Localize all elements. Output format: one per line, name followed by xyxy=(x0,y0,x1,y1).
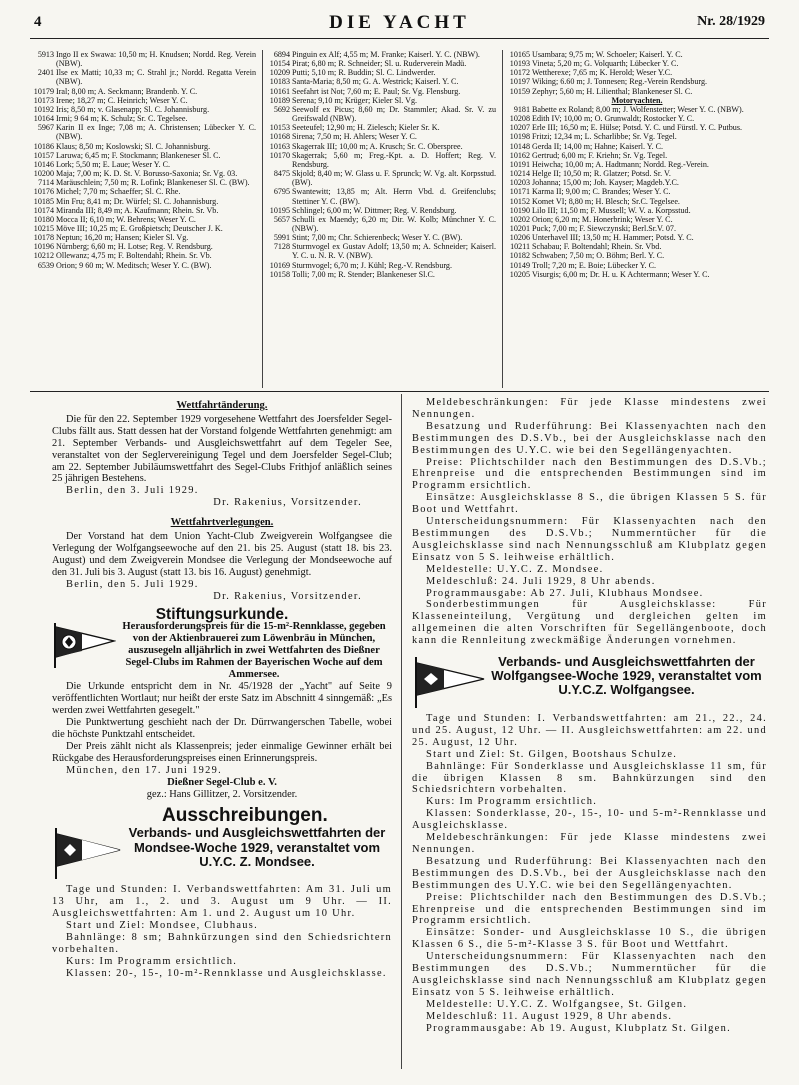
register-number: 10164 xyxy=(33,114,54,124)
paragraph: Kurs: Im Programm ersichtlich. xyxy=(66,955,238,967)
register-text: Heiwcha; 10,00 m; A. Hadtmann; Nordd. Reg.-Verein. xyxy=(532,159,709,169)
register-number: 10211 xyxy=(510,242,530,252)
register-number: 10209 xyxy=(269,68,290,78)
register-entry xyxy=(506,215,768,224)
register-number: 10197 xyxy=(509,77,530,87)
register-text: Swantewitt; 13,85 m; Alt. Herrn Vbd. d. Greifenclubs; Stettiner Y. C. (BW). xyxy=(292,187,496,206)
register-number: 10158 xyxy=(269,269,290,279)
register-entry xyxy=(30,68,256,86)
register-text: Orion; 9 60 m; W. Meditsch; Weser Y. C. (BW). xyxy=(56,260,212,270)
register-text: Lilo III; 11,50 m; F. Mussell; W. V. a. Korpsstud. xyxy=(532,205,691,215)
section-heading: Verbands- und Ausgleichswettfahrten der Wolfgangsee-Woche 1929, veranstaltet vom U.Y.C.Z. Wolfgangsee. xyxy=(491,654,762,698)
register-text: Johanna; 15,00 m; Joh. Kayser; Magdeb.Y.C. xyxy=(532,178,679,188)
register-text: Tolli; 7,00 m; R. Stender; Blankeneser Sl.C. xyxy=(292,269,435,279)
register-text: Orion; 6,20 m; M. Honerbrink; Weser Y. C. xyxy=(532,214,673,224)
register-entry xyxy=(30,224,256,233)
register-number: 10208 xyxy=(509,114,530,124)
register-text: Karin II ex Inge; 7,08 m; A. Christensen; Lübecker Y. C. (NBW). xyxy=(56,123,256,142)
paragraph: Start und Ziel: Mondsee, Clubhaus. xyxy=(66,920,258,932)
register-entry xyxy=(30,251,256,260)
register-entry xyxy=(266,151,496,169)
register-text: Santa-Maria; 8,50 m; G. A. Westrick; Kaiserl. Y. C. xyxy=(292,77,459,87)
register-number: 10154 xyxy=(269,59,290,69)
register-number: 5913 xyxy=(37,50,54,59)
register-text: Zephyr; 5,60 m; H. Lilienthal; Blankeneser Sl. C. xyxy=(532,86,693,96)
register-number: 10182 xyxy=(509,251,530,261)
register-entry xyxy=(266,59,496,68)
register-entry xyxy=(506,59,768,68)
paragraph: Kurs: Im Programm ersichtlich. xyxy=(426,796,598,808)
register-number: 10168 xyxy=(269,132,290,142)
register-entry xyxy=(30,105,256,114)
register-entry xyxy=(506,197,768,206)
register-number: 10165 xyxy=(509,50,530,59)
paragraph: Meldestelle: U.Y.C. Z. Wolfgangsee, St. Gilgen. xyxy=(426,998,688,1010)
club-name: Dießner Segel-Club e. V. xyxy=(167,776,277,788)
pennant-flag-icon xyxy=(52,826,122,880)
paragraph: Tage und Stunden: I. Verbandswettfahrten: Am 31. Juli um 13 Uhr, am 1., 2. und 3. August um 9 Uhr. — II. Ausgleichswettfahrten: Am 1. und 2. August um 10 Uhr. xyxy=(52,884,392,920)
register-text: Michel; 7,70 m; Schaeffer; Sl. C. Rhe. xyxy=(56,187,181,197)
register-number: 5991 xyxy=(273,233,290,243)
paragraph: Preise: Plichtschilder nach den Bestimmungen des D.S.Vb.; Ehrenpreise und die entsprechenden Bestimmungen sind im Programm ersichtlich. xyxy=(412,891,767,927)
register-number: 10170 xyxy=(269,150,290,160)
register-text: Neptun; 16,20 m; Hansen; Kieler Sl. Vg. xyxy=(56,233,189,243)
register-bottom-rule xyxy=(30,391,769,392)
register-entry xyxy=(506,132,768,141)
register-entry xyxy=(266,77,496,86)
register-number: 10148 xyxy=(509,141,530,151)
paragraph: Unterscheidungsnummern: Für Klassenyachten nach den Bestimmungen des D.S.Vb.; Nummerntücher für die Ausgleichsklasse sind nach Nennungsschluß am Klubplatz gegen Einsatz von 5 S. leihweise erhältlich. xyxy=(412,951,767,998)
page-number: 4 xyxy=(34,14,42,30)
register-number: 2401 xyxy=(37,68,54,78)
register-number: 9181 xyxy=(513,104,530,114)
magazine-title: DIE YACHT xyxy=(329,12,470,33)
register-number: 10153 xyxy=(269,123,290,133)
register-number: 10212 xyxy=(33,251,54,261)
register-entry xyxy=(30,169,256,178)
register-text: Maräuschlein; 7,50 m; R. Lofink; Blankeneser Sl. C. (BW). xyxy=(56,178,250,188)
paragraph: Bahnlänge: 8 sm; Bahnkürzungen sind den Schiedsrichtern vorbehalten. xyxy=(52,932,392,955)
register-number: 10202 xyxy=(509,214,530,224)
register-number: 5657 xyxy=(273,214,290,224)
date-line: Berlin, den 3. Juli 1929. xyxy=(66,485,199,497)
register-entry xyxy=(266,270,496,279)
register-number: 10162 xyxy=(509,150,530,160)
register-text: Schlingel; 6,00 m; W. Dittmer; Reg. V. Rendsburg. xyxy=(292,205,457,215)
register-text: Babette ex Roland; 8,00 m; J. Wolfenstetter; Weser Y. C. (NBW). xyxy=(532,104,744,114)
paragraph: Die Punktwertung geschieht nach der Dr. Dürrwangerschen Tabelle, wobei die höchste Punktzahl entscheidet. xyxy=(52,717,392,741)
register-entry xyxy=(266,105,496,123)
register-text: Ollewanz; 4,75 m; F. Boltendahl; Rhein. Sr. Vb. xyxy=(56,251,212,261)
paragraph: Programmausgabe: Ab 27. Juli, Klubhaus Mondsee. xyxy=(426,587,704,599)
register-text: Fritzi; 12,34 m; L. Scharlibbe; Sr. Vg. Tegel. xyxy=(532,132,677,142)
register-number: 10190 xyxy=(509,205,530,215)
register-number: 6539 xyxy=(37,260,54,270)
register-number: 10186 xyxy=(33,141,54,151)
register-entry xyxy=(506,123,768,132)
register-number: 10214 xyxy=(509,169,530,179)
register-number: 10172 xyxy=(509,68,530,78)
paragraph: Bahnlänge: Für Sonderklasse und Ausgleichsklasse 11 sm, für die übrigen Klassen 8 sm. Bahnkürzungen sind den Schiedsrichtern vorbehalten. xyxy=(412,760,767,796)
left-column xyxy=(52,397,392,1077)
register-number: 10215 xyxy=(33,223,54,233)
register-entry xyxy=(30,178,256,187)
column-divider xyxy=(401,394,402,1069)
pennant-flag-icon xyxy=(412,655,486,709)
paragraph: Meldestelle: U.Y.C. Z. Mondsee. xyxy=(426,563,604,575)
date-line: München, den 17. Juni 1929. xyxy=(66,764,223,776)
register-number: 10198 xyxy=(509,132,530,142)
register-entry xyxy=(506,142,768,151)
register-entry xyxy=(30,197,256,206)
register-text: Karma II; 9,00 m; C. Brandes; Weser Y. C. xyxy=(532,187,671,197)
register-number: 10189 xyxy=(269,95,290,105)
register-column-3 xyxy=(506,50,768,390)
paragraph: Start und Ziel: St. Gilgen, Bootshaus Schulze. xyxy=(426,748,678,760)
paragraph: Meldeschluß: 24. Juli 1929, 8 Uhr abends. xyxy=(426,575,656,587)
register-subheading: Motoryachten. xyxy=(611,95,663,105)
register-text: Schabau; F. Boltendahl; Rhein. Sr. Vbd. xyxy=(532,242,662,252)
register-entry xyxy=(506,242,768,251)
register-number: 10203 xyxy=(509,178,530,188)
register-entry xyxy=(266,242,496,260)
register-entry xyxy=(266,132,496,141)
register-text: Möve III; 10,25 m; E. Großpietsch; Deutscher J. K. xyxy=(56,223,223,233)
register-text: Erle III; 16,50 m; E. Hülse; Potsd. Y. C. und Fürstl. Y. C. Putbus. xyxy=(532,123,743,133)
paragraph: Einsätze: Ausgleichsklasse 8 S., die übrigen Klassen 5 S. für Boot und Wettfahrt. xyxy=(412,492,767,516)
register-entry xyxy=(506,68,768,77)
register-entry xyxy=(266,169,496,187)
register-text: Puck; 7,00 m; F. Siewczynski; Berl.Sr.V. 07. xyxy=(532,223,676,233)
register-entry xyxy=(506,261,768,270)
register-text: Skagerrak III; 10,00 m; A. Krusch; Sr. C. Oberspree. xyxy=(292,141,463,151)
register-number: 10146 xyxy=(33,159,54,169)
register-entry xyxy=(30,114,256,123)
register-number: 10169 xyxy=(269,260,290,270)
register-text: Ingo II ex Swawa: 10,50 m; H. Knudsen; Nordd. Reg. Verein (NBW). xyxy=(56,50,256,69)
register-number: 10179 xyxy=(33,86,54,96)
register-entry xyxy=(506,151,768,160)
paragraph: Preise: Plichtschilder nach den Bestimmungen des D.S.Vb.; Ehrenpreise und die entsprechenden Bestimmungen sind im Programm ersichtlich. xyxy=(412,456,767,492)
register-number: 10174 xyxy=(33,205,54,215)
paragraph: Unterscheidungsnummern: Für Klassenyachten nach den Bestimmungen des D.S.Vb.; Nummerntücher für die Ausgleichsklasse sind nach Nennungsschluß am Klubplatz gegen Einsatz von 5 S. leihweise erhältlich. xyxy=(412,516,767,563)
paragraph: Meldebeschränkungen: Für jede Klasse mindestens zwei Nennungen. xyxy=(412,397,767,420)
register-text: Edith IV; 10,00 m; O. Grunwaldt; Rostocker Y. C. xyxy=(532,114,695,124)
register-text: Irene; 18,27 m; C. Heinrich; Weser Y. C. xyxy=(56,95,188,105)
register-entry xyxy=(266,96,496,105)
date-line: Berlin, den 5. Juli 1929. xyxy=(66,578,199,590)
signature: Dr. Rakenius, Vorsitzender. xyxy=(213,590,362,602)
register-text: Laruwa; 6,45 m; F. Stockmann; Blankeneser Sl. C. xyxy=(56,150,221,160)
register-number: 6795 xyxy=(273,187,290,197)
header-rule xyxy=(30,38,769,39)
register-entry xyxy=(506,105,768,114)
register-entry xyxy=(506,114,768,123)
paragraph: Meldeschluß: 11. August 1929, 8 Uhr abends. xyxy=(426,1010,673,1022)
register-number: 10195 xyxy=(269,205,290,215)
register-number: 8475 xyxy=(273,169,290,179)
register-entry xyxy=(266,142,496,151)
register-text: Skjold; 8,40 m; W. Glass u. F. Sprunck; W. Vg. alt. Korpsstud. (BW). xyxy=(292,169,496,188)
register-text: Pinguin ex Alf; 4,55 m; M. Franke; Kaiserl. Y. C. (NBW). xyxy=(292,50,480,59)
register-entry xyxy=(506,224,768,233)
paragraph: Klassen: 20-, 15-, 10-m²-Rennklasse und Ausgleichsklasse. xyxy=(66,967,387,979)
paragraph: Programmausgabe: Ab 19. August, Klubplatz St. Gilgen. xyxy=(426,1022,731,1034)
register-entry xyxy=(266,261,496,270)
paragraph: Besatzung und Ruderführung: Bei Klassenyachten nach den Bestimmungen des D.S.Vb., bei der Ausgleichsklasse nach den Bestimmungen des U.Y.C. wie bei den Segellängenyachten. xyxy=(412,420,767,456)
register-number: 6894 xyxy=(273,50,290,59)
register-text: Sturmvogel; 6,70 m; J. Kühl; Reg.-V. Rendsburg. xyxy=(292,260,453,270)
register-number: 10176 xyxy=(33,187,54,197)
register-text: Schwaben; 7,50 m; O. Böhm; Berl. Y. C. xyxy=(532,251,665,261)
register-text: Sturmvogel ex Gustav Adolf; 13,50 m; A. Schneider; Kaiserl. Y. C. u. N. R. V. (NBW). xyxy=(292,242,496,261)
register-entry xyxy=(30,160,256,169)
register-text: Iral; 8,00 m; A. Seckmann; Brandenb. Y. C. xyxy=(56,86,198,96)
section-title: Stiftungsurkunde. xyxy=(155,605,289,623)
register-entry xyxy=(506,206,768,215)
register-text: Mocca II; 6,10 m; W. Behrens; Weser Y. C. xyxy=(56,214,196,224)
register-entry xyxy=(506,50,768,59)
signature: gez.: Hans Gillitzer, 2. Vorsitzender. xyxy=(146,788,298,800)
register-column-1 xyxy=(30,50,256,390)
paragraph: Meldebeschränkungen: Für jede Klasse mindestens zwei Nennungen. xyxy=(412,832,767,855)
register-number: 10171 xyxy=(509,187,530,197)
register-number: 10192 xyxy=(33,104,54,114)
register-number: 10196 xyxy=(33,242,54,252)
mondsee-heading-box xyxy=(52,826,392,880)
register-entry xyxy=(30,123,256,141)
column-divider xyxy=(502,50,503,388)
section-title: Wettfahrtverlegungen. xyxy=(170,517,274,529)
register-text: Pirat; 6,80 m; R. Schneider; Sl. u. Ruderverein Madü. xyxy=(292,59,467,69)
section-heading: Verbands- und Ausgleichswettfahrten der Mondsee-Woche 1929, veranstaltet vom U.Y.C. Z. Mondsee. xyxy=(128,825,386,869)
register-number: 10159 xyxy=(509,86,530,96)
register-number: 10173 xyxy=(33,95,54,105)
register-text: Usambara; 9,75 m; W. Schoeler; Kaiserl. Y. C. xyxy=(532,50,683,59)
register-entry xyxy=(506,251,768,260)
paragraph: Besatzung und Ruderführung: Bei Klassenyachten nach den Bestimmungen des D.S.Vb., bei der Ausgleichsklasse nach den Bestimmungen des U.Y.C. wie bei den Segellängenyachten. xyxy=(412,855,767,891)
register-text: Gertrud; 6,00 m; F. Kriehn; Sr. Vg. Tegel. xyxy=(532,150,668,160)
register-text: Irmi; 9 64 m; K. Schulz; Sr. C. Tegelsee. xyxy=(56,114,188,124)
register-number: 7128 xyxy=(273,242,290,252)
register-entry xyxy=(266,87,496,96)
register-entry xyxy=(506,233,768,242)
register-text: Troll; 7,20 m; E. Boie; Lübecker Y. C. xyxy=(532,260,657,270)
register-number: 10200 xyxy=(33,169,54,179)
register-text: Stint; 7,00 m; Chr. Schierenbeck; Weser Y. C. (BW). xyxy=(292,233,463,243)
register-number: 10201 xyxy=(509,223,530,233)
register-text: Iris; 8,50 m; v. Glasenapp; Sl. C. Johannisburg. xyxy=(56,104,210,114)
register-number: 10149 xyxy=(509,260,530,270)
register-text: Wiking; 6.60 m; J. Tonnesen; Reg.-Verein Rendsburg. xyxy=(532,77,708,87)
register-entry xyxy=(30,233,256,242)
register-text: Miranda III; 8,49 m; A. Kaufmann; Rhein. Sr. Vb. xyxy=(56,205,219,215)
register-text: Nürnberg; 6,60 m; H. Lotse; Reg. V. Rendsburg. xyxy=(56,242,213,252)
register-entry xyxy=(506,187,768,196)
register-entry xyxy=(266,50,496,59)
register-number: 5967 xyxy=(37,123,54,133)
register-text: Ilse ex Matti; 10,33 m; C. Strahl jr.; Nordd. Regatta Verein (NBW). xyxy=(56,68,256,87)
register-entry xyxy=(30,50,256,68)
register-text: Wettherexe; 7,65 m; K. Herold; Weser Y.C. xyxy=(532,68,673,78)
register-text: Klaus; 8,50 m; Koslowski; Sl. C. Johannisburg. xyxy=(56,141,211,151)
register-text: Skagerrak; 5,60 m; Freg.-Kpt. a. D. Hoffert; Reg. V. Rendsburg. xyxy=(292,150,496,169)
register-text: Visurgis; 6,00 m; Dr. H. u. K Achtermann; Weser Y. C. xyxy=(532,269,710,279)
paragraph: Die für den 22. September 1929 vorgesehene Wettfahrt des Joersfelder Segel-Clubs fällt aus. Statt dessen hat der Vorstand folgende Wettfahrten genehmigt: am 21. September Verbands- und Ausgleichswettfahrt auf dem Tegeler See, veranstaltet von der Seglervereinigung Tegel und dem Joersfelder Segel-Club; am 22. September Jubiläumswettfahrt des Segel-Clubs Frithjof anläßlich seines 25 jährigen Bestehens. xyxy=(52,413,392,485)
register-number: 10205 xyxy=(509,269,530,279)
register-entry xyxy=(266,68,496,77)
register-entry xyxy=(30,215,256,224)
register-text: Maja; 7,00 m; K. D. St. V. Borusso-Saxonia; Sr. Vg. 03. xyxy=(56,169,238,179)
paragraph: Die Urkunde entspricht dem in Nr. 45/1928 der „Yacht" auf Seite 9 veröffentlichten Wortlaut; nur heißt der erste Satz im Abschnitt 4 sinngemäß: „Es werden zwei Wettfahrten gesegelt." xyxy=(52,681,392,717)
register-text: Sirena; 7,50 m; H. Ahlers; Weser Y. C. xyxy=(292,132,417,142)
register-entry xyxy=(30,242,256,251)
paragraph: Der Vorstand hat dem Union Yacht-Club Zweigverein Wolfgangsee die Verlegung der Wolfgangseewoche auf den 21. bis 25. August (statt 18. bis 23. August) und dem Zweigverein Mondsee die Verlegung der Mondseewoche auf den 31. Juli bis 3. August (statt 13. bis 16. August) genehmigt. xyxy=(52,531,392,578)
register-entry xyxy=(266,233,496,242)
register-entry xyxy=(30,96,256,105)
paragraph: Sonderbestimmungen für Ausgleichsklasse: Für Klasseneinteilung, Vergütung und dergleichen gelten im allgemeinen die alten Vorschriften für Segellängenboote, doch kann die Rennleitung zweckmäßige Änderungen vornehmen. xyxy=(412,599,767,647)
pennant-flag-icon xyxy=(52,621,116,669)
register-number: 10163 xyxy=(269,141,290,151)
register-number: 5692 xyxy=(273,104,290,114)
register-text: Serena; 9,10 m; Krüger; Kieler Sl. Vg. xyxy=(292,95,418,105)
register-number: 10152 xyxy=(509,196,530,206)
register-entry xyxy=(506,270,768,279)
register-entry xyxy=(266,187,496,205)
register-entry xyxy=(506,178,768,187)
register-number: 10185 xyxy=(33,196,54,206)
register-entry xyxy=(266,206,496,215)
register-number: 7114 xyxy=(38,178,54,188)
bold-intro: Herausforderungspreis für die 15-m²-Rennklasse, gegeben von der Aktienbrauerei zum Löwenbräu in München, auszusegeln alljährlich in zwei Wettfahrten des Dießner Segel-Clubs im Rahmen der Bayerischen Woche auf dem Ammersee. xyxy=(122,621,386,681)
register-entry xyxy=(30,142,256,151)
register-entry xyxy=(506,160,768,169)
register-number: 10157 xyxy=(33,150,54,160)
register-text: Komet VI; 8,80 m; H. Blesch; Sr.C. Tegelsee. xyxy=(532,196,680,206)
register-number: 10161 xyxy=(269,86,290,96)
section-title: Ausschreibungen. xyxy=(162,805,328,827)
register-number: 10183 xyxy=(269,77,290,87)
register-entry xyxy=(266,123,496,132)
register-text: Vineta; 5,20 m; G. Volquarth; Lübecker Y. C. xyxy=(532,59,679,69)
register-text: Seeteufel; 12,90 m; H. Zielesch; Kieler Sr. K. xyxy=(292,123,440,133)
register-number: 10193 xyxy=(509,59,530,69)
register-number: 10178 xyxy=(33,233,54,243)
register-entry xyxy=(30,206,256,215)
paragraph: Der Preis zählt nicht als Klassenpreis; jeder einmalige Gewinner erhält bei Rückgabe des Herausforderungspreises einen Erinnerungspreis. xyxy=(52,740,392,764)
right-column xyxy=(412,397,767,1077)
register-text: Helge II; 10,50 m; R. Glatzer; Potsd. Sr. V. xyxy=(532,169,671,179)
register-text: Seefahrt ist Not; 7,60 m; E. Paul; Sr. Vg. Flensburg. xyxy=(292,86,461,96)
register-text: Gerda II; 14,00 m; Hahne; Kaiserl. Y. C. xyxy=(532,141,664,151)
register-number: 10191 xyxy=(509,159,530,169)
register-text: Lork; 5,50 m; E. Laue; Weser Y. C. xyxy=(56,159,171,169)
register-text: Putti; 5,10 m; R. Buddin; Sl. C. Lindwerder. xyxy=(292,68,436,78)
signature: Dr. Rakenius, Vorsitzender. xyxy=(213,497,362,509)
wolfgangsee-heading-box xyxy=(412,655,767,709)
register-text: Seewolf ex Picus; 8,60 m; Dr. Stammler; Akad. Sr. V. zu Greifswald (NBW). xyxy=(292,104,496,124)
register-number: 10207 xyxy=(509,123,530,133)
paragraph: Tage und Stunden: I. Verbandswettfahrten: am 21., 22., 24. und 25. August, 12 Uhr. — II. Ausgleichswettfahrten: am 22. und 25. August, 12 Uhr. xyxy=(412,713,767,748)
register-entry xyxy=(30,151,256,160)
register-text: Schulli ex Maendy; 6,20 m; Dir. W. Kolb; Münchner Y. C. (NBW). xyxy=(292,214,496,233)
paragraph: Klassen: Sonderklasse, 20-, 15-, 10- und 5-m²-Rennklasse und Ausgleichsklasse. xyxy=(412,808,767,832)
register-number: 10180 xyxy=(33,214,54,224)
register-column-2 xyxy=(266,50,496,390)
register-entry xyxy=(30,187,256,196)
register-entry xyxy=(506,77,768,86)
register-text: Unterhavel III; 13,50 m; H. Hammer; Potsd. Y. C. xyxy=(532,233,694,243)
paragraph: Einsätze: Sonder- und Ausgleichsklasse 10 S., die übrigen Klassen 6 S., die 5-m²-Klasse 3 S. für Boot und Wettfahrt. xyxy=(412,927,767,951)
register-entry xyxy=(506,169,768,178)
register-entry xyxy=(266,215,496,233)
issue-number: Nr. 28/1929 xyxy=(697,14,765,29)
register-number: 10206 xyxy=(509,233,530,243)
section-title: Wettfahrtänderung. xyxy=(176,400,268,411)
page-header xyxy=(34,14,765,36)
register-text: Min Fru; 8,41 m; Dr. Würfel; Sl. C. Johannisburg. xyxy=(56,196,219,206)
register-entry xyxy=(30,87,256,96)
register-entry xyxy=(30,261,256,270)
register-entry xyxy=(506,87,768,96)
column-divider xyxy=(262,50,263,388)
stiftung-box xyxy=(52,621,392,681)
